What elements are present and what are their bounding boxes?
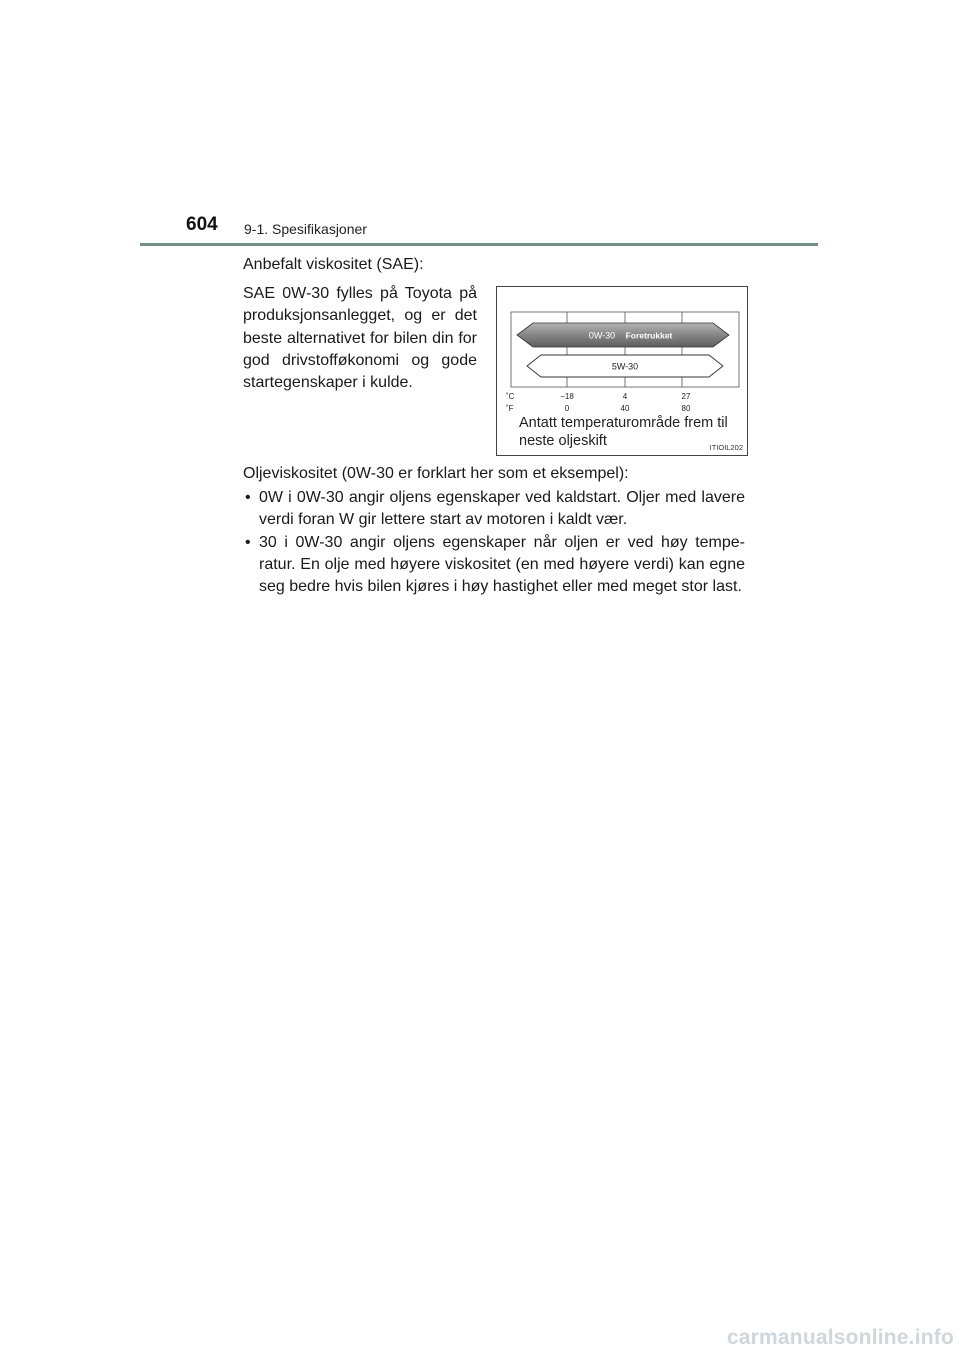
intro-paragraph: SAE 0W-30 fylles på Toyota på produksjonsanlegget, og er det beste alternativet for bilen din for god drivstofføkonomi og gode startegenskaper i kulde. xyxy=(243,285,477,392)
tick-c-minus18: −18 xyxy=(560,392,574,401)
tick-c-27: 27 xyxy=(681,392,691,401)
bar-0w30-note: Foretrukket xyxy=(625,330,673,341)
list-item xyxy=(243,487,745,532)
tick-f-80: 80 xyxy=(681,404,691,413)
header-divider xyxy=(140,243,818,246)
bullet-text: 0W i 0W-30 angir oljens egenskaper ved kaldstart. Oljer med lavere verdi foran W gir lettere start av motoren i kaldt vær. xyxy=(259,489,745,529)
tick-c-4: 4 xyxy=(622,392,628,401)
bullet-text: 30 i 0W-30 angir oljens egenskaper når oljen er ved høy tempe-ratur. En olje med høyere viskositet (en med høyere verdi) kan egne seg bedre hvis bilen kjøres i høy hastighet eller med meget stor last. xyxy=(259,533,745,596)
watermark: carmanualsonline.info xyxy=(726,1326,954,1349)
viscosity-temperature-figure xyxy=(496,286,748,456)
bar-5w30-label: 5W-30 xyxy=(611,361,639,372)
bullet-icon: • xyxy=(245,533,251,551)
bar-0w30 xyxy=(517,323,729,347)
figure-code: ITIOIL202 xyxy=(709,443,743,452)
unit-fahrenheit: ˚F xyxy=(506,404,514,413)
tick-f-40: 40 xyxy=(620,404,630,413)
bullet-icon: • xyxy=(245,489,251,506)
list-item xyxy=(243,532,745,599)
unit-celsius: ˚C xyxy=(506,392,515,401)
tick-f-0: 0 xyxy=(564,404,570,413)
figure-caption: Antatt temperaturområde frem til neste oljeskift xyxy=(519,415,728,449)
bullet-list xyxy=(243,487,745,598)
section-title: 9-1. Spesifikasjoner xyxy=(244,221,367,237)
page-number: 604 xyxy=(186,214,218,235)
oil-viscosity-paragraph: Oljeviskositet (0W-30 er forklart her som et eksempel): xyxy=(243,465,629,482)
bar-0w30-label: 0W-30 xyxy=(588,330,616,341)
viscosity-heading: Anbefalt viskositet (SAE): xyxy=(243,256,424,273)
